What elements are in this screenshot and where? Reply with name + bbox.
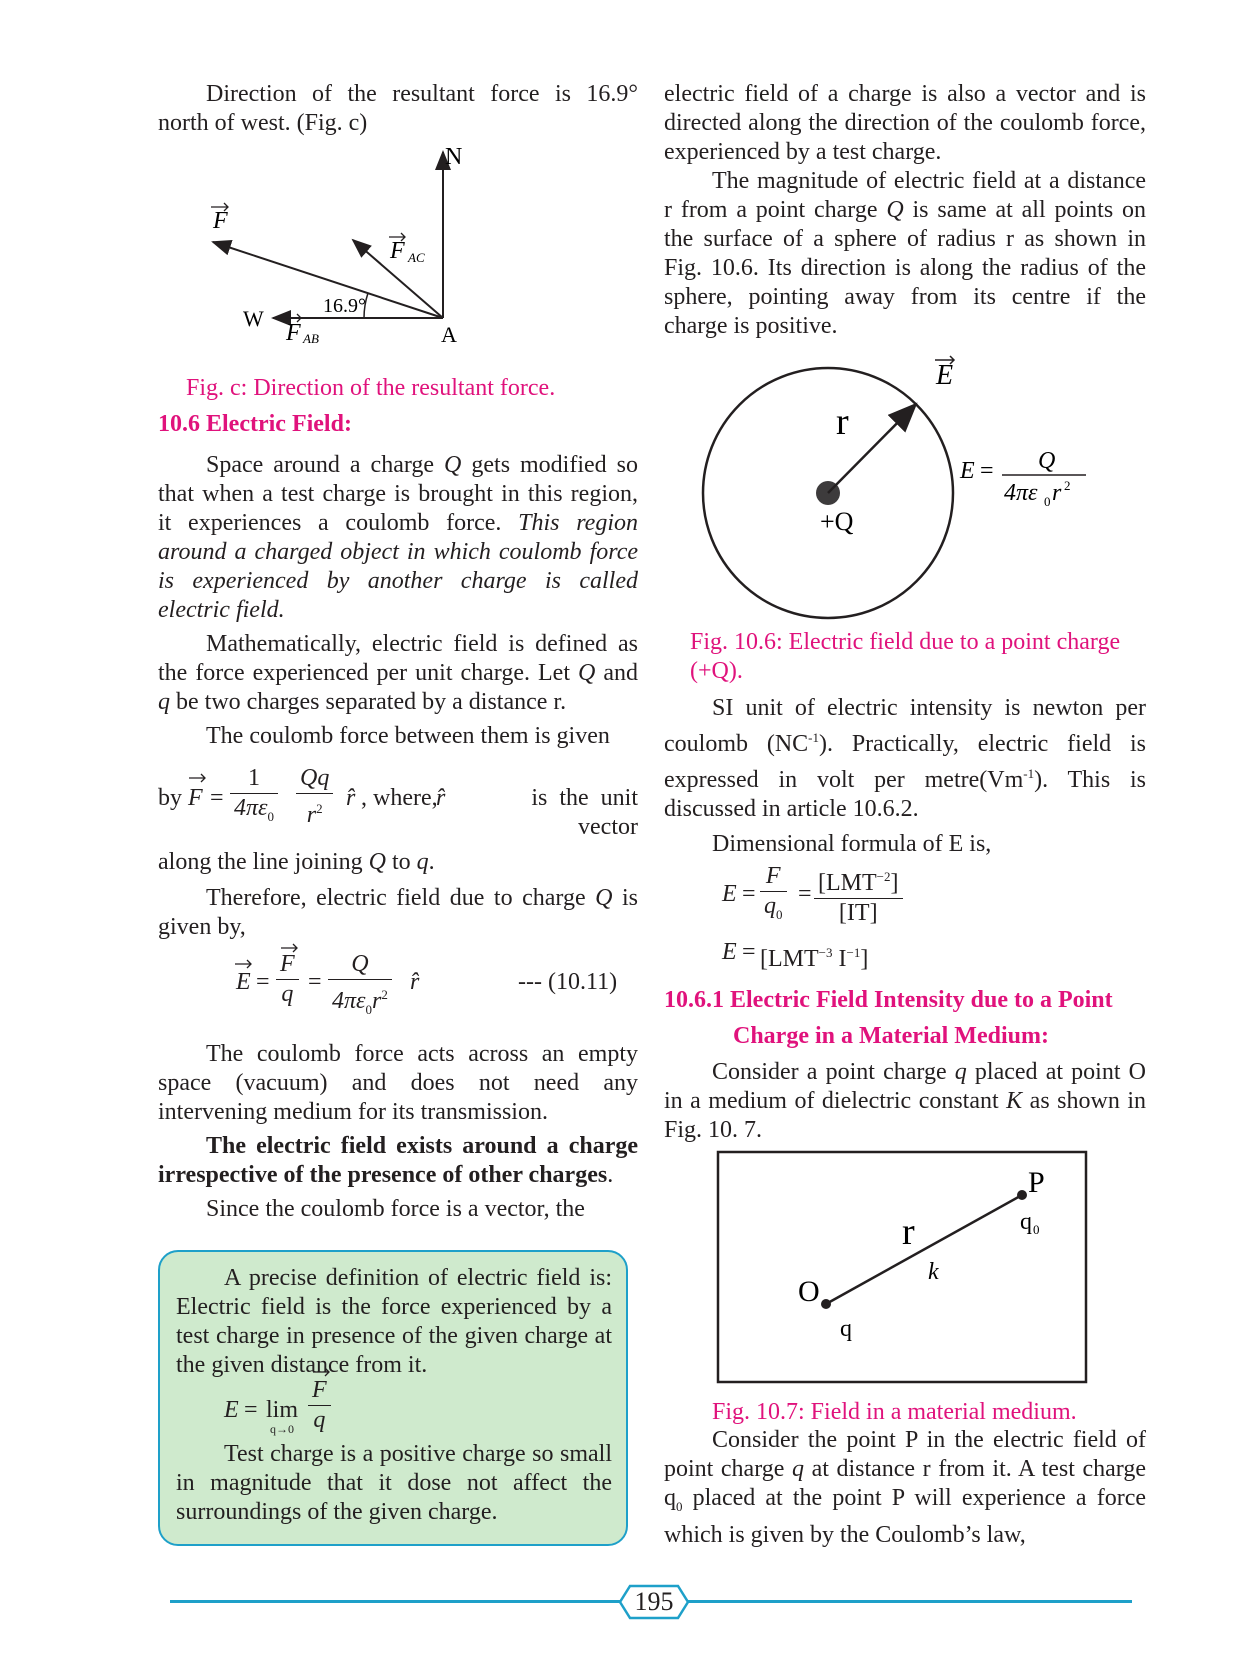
dim-result: [$LMT^{-3}$ $I^{-1}$] [760,945,869,972]
point-p-label: P [1028,1166,1045,1199]
paragraph-therefore: Therefore, electric field due to charge Q is given by, [158,885,638,940]
fig106-den-r: r [1052,480,1062,506]
eq1-fraction-2: $\frac{Qq}{r^2}$ [296,764,333,830]
note-definition-text: A precise definition of electric field is: Electric field is the force experienced by a test charge in presence of the given charge at the given distance from it. [176,1265,612,1378]
paragraph-field-vector: electric field of a charge is also a vector and is directed along the direction of the coulomb force, experienced by a test charge. [664,81,1146,165]
paragraph-dimensional: Dimensional formula of E is, [712,831,992,857]
fig-c-caption: Fig. c: Direction of the resultant force. [186,375,556,401]
paragraph-field-exists: The electric field exists around a charge irrespective of the presence of other charges. [158,1133,638,1188]
point-o-label: O [798,1275,820,1308]
west-label: W [243,306,264,331]
q-label: q [840,1316,852,1342]
right-body-3 [664,1426,1146,1550]
left-column [158,80,638,138]
paragraph-consider-point-p: Consider the point P in the electric field of point charge q at distance r from it. A test charge $q_0$ placed at the point P will experience a force which is given by the Coulomb’s law, [664,1427,1146,1548]
angle-label: 16.9° [323,295,366,317]
point-o [821,1299,831,1309]
paragraph-resultant-direction: Direction of the resultant force is 16.9° north of west. (Fig. c) [158,81,638,136]
k-label: k [928,1259,939,1285]
page-number: 195 [634,1587,674,1616]
eq2-fraction-q-over-r2: $\frac{Q}{4\pi\varepsilon_0r^2}$ [328,950,392,1024]
f-label: F [213,208,228,234]
paragraph-vector-continues: Since the coulomb force is a vector, the [206,1196,585,1222]
left-body-2 [158,848,638,942]
f-ab-label: F [286,320,301,346]
fig-10-7-caption: Fig. 10.7: Field in a material medium. [712,1399,1077,1425]
coulomb-law-equation: by F = $\frac{1}{4\pi\varepsilon_0}$ $\frac{Qq}{r^2}$ r̂ , where, r̂ is the unit vector [158,765,638,840]
fig-c-diagram [158,140,618,360]
paragraph-along-line: along the line joining Q to q. [158,849,435,875]
q0-label: q [1020,1209,1032,1235]
right-column [664,80,1146,341]
fig106-e: E [960,458,975,484]
r-label: r [902,1211,915,1253]
eq1-tail: is the unit vector [531,785,638,840]
left-body-1 [158,451,638,751]
radius-label: r [836,401,849,443]
section-heading-10-6-1: 10.6.1 Electric Field Intensity due to a Point [664,987,1113,1013]
fig106-equals: = [980,458,994,484]
charge-label: +Q [820,507,854,536]
eq1-r-hat: r̂ [346,785,356,811]
eq1-r-hat-2: r̂ [436,785,446,811]
paragraph-vacuum: The coulomb force acts across an empty space (vacuum) and does not need any intervening medium for its transmission. [158,1041,638,1125]
paragraph-mathematical: Mathematically, electric field is defined as the force experienced per unit charge. Let Q and q be two charges separated by a distance r. [158,631,638,715]
point-p [1017,1190,1027,1200]
eq1-f-symbol: F [188,785,203,811]
north-label: N [445,144,463,170]
fig-10-7-diagram [664,1150,1146,1390]
footer-line-right [686,1600,1132,1603]
definition-note-box [158,1250,628,1546]
lim-subscript: q→0 [270,1422,294,1436]
eq1-by: by [158,785,182,811]
e-label: E [936,360,954,391]
f-ac-subscript: AC [408,250,425,265]
eq1-f-arrow [188,772,208,784]
equation-number-10-11: --- (10.11) [518,969,618,995]
lim-text: lim [266,1397,299,1423]
dimensional-equation: E = $\frac{F}{q_0}$ = $[LMT^{-2}]$ [IT] E = [$LMT^{-3}$ $I^{-1}$] [722,858,1022,968]
eq1-where: , where, [361,785,438,811]
paragraph-coulomb-force: The coulomb force between them is given [206,723,610,749]
note-test-charge-text: Test charge is a positive charge so small in magnitude that it dose not affect the surroundings of the given charge. [176,1441,612,1525]
footer-line-left [170,1600,620,1603]
eq1-fraction-1: $\frac{1}{4\pi\varepsilon_0}$ [230,764,278,831]
section-heading-10-6: 10.6 Electric Field: [158,411,352,437]
point-a-label: A [441,322,457,347]
fig-10-6-caption: Fig. 10.6: Electric field due to a point charge (+Q). [690,629,1121,684]
right-body-2 [664,1058,1146,1145]
paragraph-si-unit: SI unit of electric intensity is newton per coulomb $(NC^{-1})$. Practically, electric field is expressed in volt per $metre(Vm^{-1})$. This is discussed in article 10.6.2. [664,695,1146,822]
f-ab-subscript: AB [303,331,319,346]
dim-fraction: $[LMT^{-2}]$ [IT] [814,862,903,928]
fig106-den-sup: 2 [1064,478,1071,493]
right-body-1 [664,694,1146,859]
q0-subscript: 0 [1033,1222,1040,1237]
fig106-den: 4πε [1004,480,1038,506]
f-ac-label: F [390,238,405,264]
fig106-den-sub: 0 [1044,494,1051,509]
paragraph-electric-field-definition: Space around a charge Q gets modified so that when a test charge is brought in this region, it experiences a coulomb force. This region around a charged object in which coulomb force is experienced by another charge is called electric field. [158,452,639,623]
fig-10-6-diagram [664,350,1146,630]
electric-field-equation: E = $\frac{F}{q}$ = $\frac{Q}{4\pi\varepsilon_0r^2}$ r̂ --- (10.11) [158,946,638,1016]
line-o-to-p [826,1195,1022,1304]
paragraph-consider-charge: Consider a point charge q placed at point O in a medium of dielectric constant K as shown in Fig. 10. 7. [664,1059,1146,1143]
limit-equation: E = lim q→0 $\frac{F}{q}$ [224,1372,424,1436]
fig106-num-q: Q [1038,448,1056,474]
left-body-3 [158,1040,638,1224]
eq2-fraction-f-over-q: $\frac{F}{q}$ [276,950,299,1009]
paragraph-magnitude-sphere: The magnitude of electric field at a distance r from a point charge Q is same at all points on the surface of a sphere of radius r as shown in Fig. 10.6. Its direction is along the radius of the sphere, pointing away from its centre if the charge is positive. [664,168,1146,339]
section-heading-10-6-1-line2: Charge in a Material Medium: [733,1023,1049,1049]
